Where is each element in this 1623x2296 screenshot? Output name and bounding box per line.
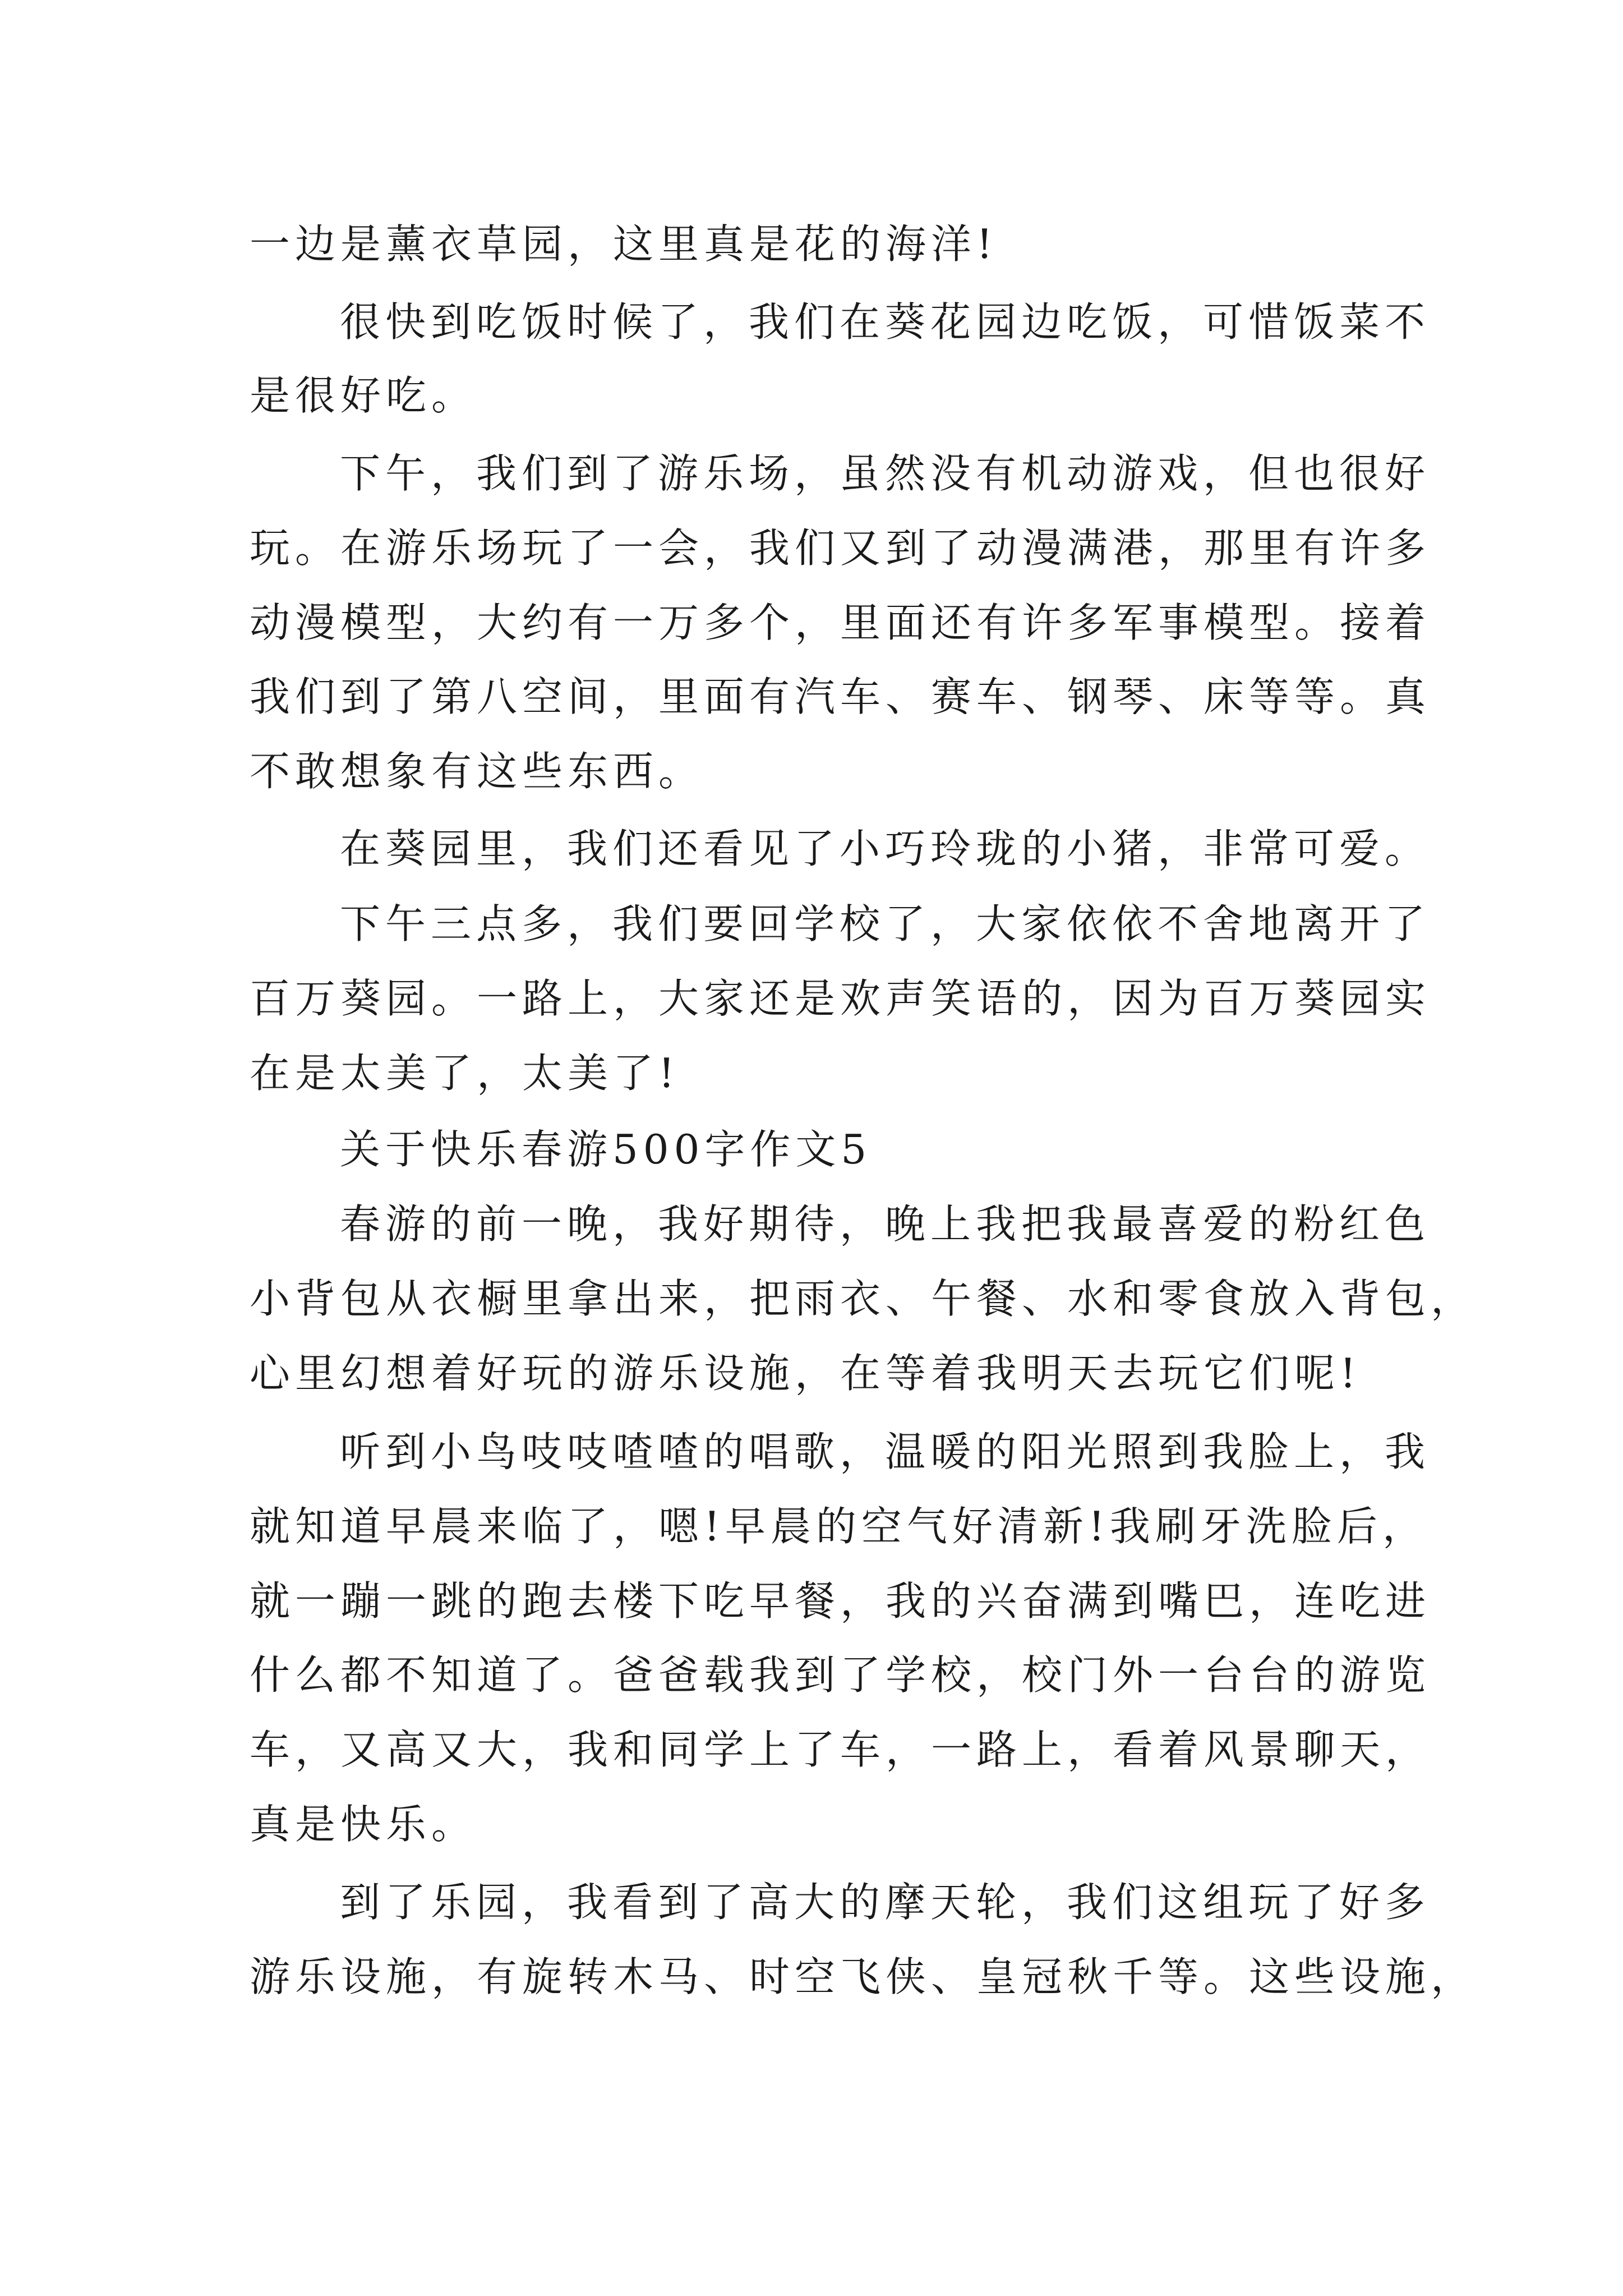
text-line: 什么都不知道了。爸爸载我到了学校，校门外一台台的游览	[250, 1651, 1431, 1699]
text-line: 不敢想象有这些东西。	[250, 748, 704, 795]
text-line: 小背包从衣橱里拿出来，把雨衣、午餐、水和零食放入背包，	[250, 1275, 1477, 1322]
text-line: 到了乐园，我看到了高大的摩天轮，我们这组玩了好多	[340, 1879, 1431, 1926]
text-line: 在是太美了，太美了!	[250, 1050, 680, 1097]
text-line: 听到小鸟吱吱喳喳的唱歌，温暖的阳光照到我脸上，我	[340, 1428, 1431, 1475]
text-line: 在葵园里，我们还看见了小巧玲珑的小猪，非常可爱。	[340, 825, 1431, 872]
text-line: 下午，我们到了游乐场，虽然没有机动游戏，但也很好	[340, 450, 1431, 497]
text-line: 我们到了第八空间，里面有汽车、赛车、钢琴、床等等。真	[250, 673, 1431, 720]
section-heading: 关于快乐春游500字作文5	[340, 1126, 872, 1173]
text-line: 游乐设施，有旋转木马、时空飞侠、皇冠秋千等。这些设施，	[250, 1953, 1477, 2000]
text-line: 百万葵园。一路上，大家还是欢声笑语的，因为百万葵园实	[250, 975, 1431, 1022]
text-line: 很快到吃饭时候了，我们在葵花园边吃饭，可惜饭菜不	[340, 298, 1431, 346]
text-line: 车，又高又大，我和同学上了车，一路上，看着风景聊天，	[250, 1726, 1431, 1773]
text-line: 是很好吃。	[250, 372, 477, 419]
text-line: 就知道早晨来临了，嗯!早晨的空气好清新!我刷牙洗脸后，	[250, 1503, 1428, 1550]
text-line: 心里幻想着好玩的游乐设施，在等着我明天去玩它们呢!	[250, 1350, 1361, 1397]
text-line: 下午三点多，我们要回学校了，大家依依不舍地离开了	[340, 900, 1431, 947]
text-line: 就一蹦一跳的跑去楼下吃早餐，我的兴奋满到嘴巴，连吃进	[250, 1577, 1431, 1625]
text-line: 春游的前一晚，我好期待，晚上我把我最喜爱的粉红色	[340, 1200, 1431, 1248]
text-line: 动漫模型，大约有一万多个，里面还有许多军事模型。接着	[250, 599, 1431, 646]
text-line: 玩。在游乐场玩了一会，我们又到了动漫满港，那里有许多	[250, 524, 1431, 572]
text-line: 一边是薰衣草园，这里真是花的海洋!	[250, 220, 998, 268]
text-line: 真是快乐。	[250, 1801, 477, 1848]
